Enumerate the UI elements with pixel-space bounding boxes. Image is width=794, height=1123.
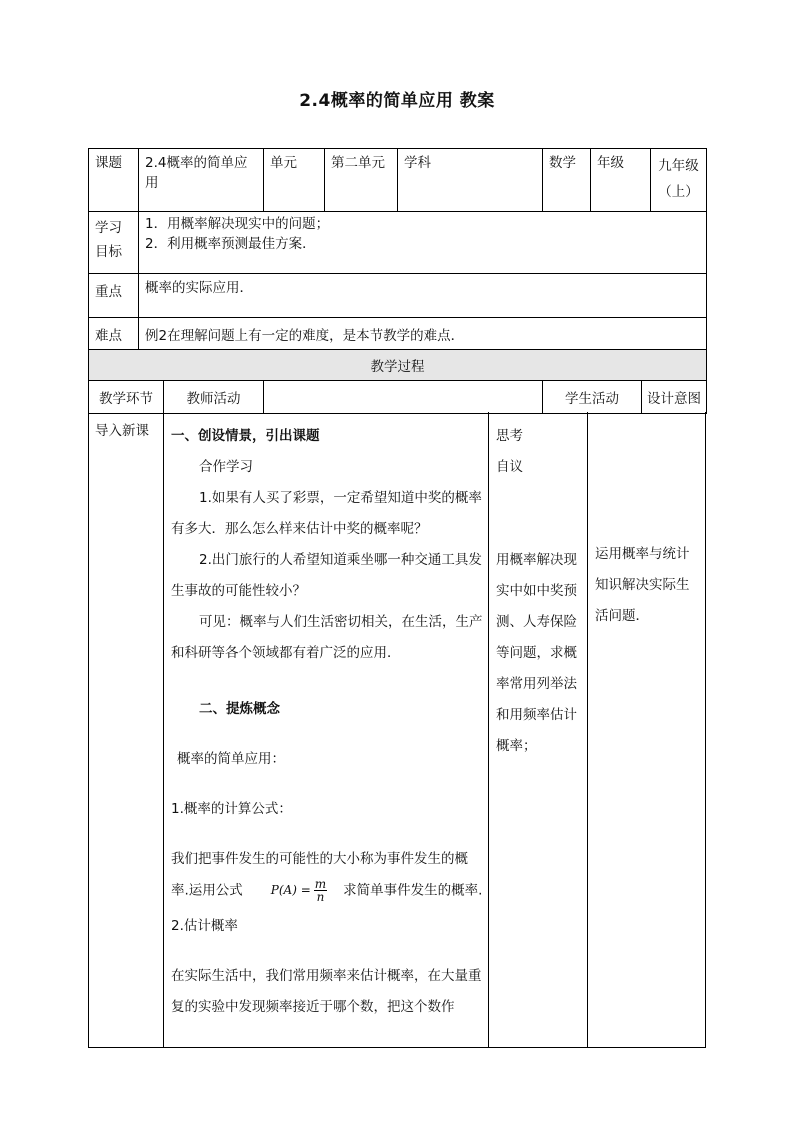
info-row bbox=[89, 149, 707, 212]
process-header: 教学过程 bbox=[89, 350, 707, 381]
stage-cell: 导入新课 bbox=[95, 423, 149, 439]
subject-value: 数学 bbox=[543, 149, 591, 212]
summary-note: 可见：概率与人们生活密切相关，在生活，生产和科研等各个领域都有着广泛的应用． bbox=[171, 614, 483, 661]
unit-label: 单元 bbox=[264, 149, 325, 212]
grade-label: 年级 bbox=[591, 149, 651, 212]
col-teacher-label: 教师活动 bbox=[186, 391, 241, 407]
section-heading-1: 一、创设情景，引出课题 bbox=[171, 428, 320, 444]
difficulty-value: 例2在理解问题上有一定的难度，是本节教学的难点． bbox=[139, 318, 707, 350]
section-heading-2: 二、提炼概念 bbox=[199, 701, 280, 717]
question-1: 1.如果有人买了彩票，一定希望知道中奖的概率有多大．那么怎么样来估计中奖的概率呢？ bbox=[171, 490, 482, 537]
formula-denominator: n bbox=[316, 890, 325, 904]
process-columns-row bbox=[89, 381, 707, 414]
key-point-label: 重点 bbox=[89, 274, 139, 318]
formula-text-2 bbox=[171, 875, 483, 907]
col-stage-label: 教学环节 bbox=[89, 381, 164, 413]
question-2: 2.出门旅行的人希望知道乘坐哪一种交通工具发生事故的可能性较小？ bbox=[171, 552, 482, 599]
student-apply: 用概率解决现实中如中奖预测、人寿保险等问题，求概率常用列举法和用频率估计概率； bbox=[496, 552, 577, 754]
key-point-row bbox=[89, 274, 707, 318]
unit-value: 第二单元 bbox=[325, 149, 398, 212]
goal-item: 2．利用概率预测最佳方案． bbox=[145, 236, 316, 252]
goals-label-line1: 学习 bbox=[95, 220, 122, 236]
formula-text-2a: 率.运用公式 bbox=[171, 882, 243, 899]
probability-formula bbox=[271, 875, 327, 906]
key-point-value: 概率的实际应用． bbox=[139, 274, 707, 318]
difficulty-label: 难点 bbox=[89, 318, 139, 350]
estimate-title: 2.估计概率 bbox=[171, 917, 238, 934]
formula-text-1: 我们把事件发生的可能性的大小称为事件发生的概 bbox=[171, 851, 468, 867]
formula-text-2b: 求简单事件发生的概率. bbox=[343, 882, 483, 899]
col-stage-header bbox=[89, 381, 264, 414]
cooperative-learning: 合作学习 bbox=[199, 459, 253, 475]
teacher-activity bbox=[171, 421, 483, 1023]
concept-intro: 概率的简单应用： bbox=[177, 751, 285, 767]
student-discuss: 自议 bbox=[496, 459, 523, 475]
subject-label: 学科 bbox=[398, 149, 543, 212]
col-student-label: 学生活动 bbox=[543, 381, 642, 413]
col-student-design-header bbox=[543, 381, 707, 414]
topic-value: 2.4概率的简单应用 bbox=[139, 149, 264, 212]
grade-value bbox=[651, 149, 707, 212]
document-title: 2.4概率的简单应用 教案 bbox=[299, 91, 495, 111]
process-header-row bbox=[89, 350, 707, 381]
lesson-plan-table bbox=[88, 148, 707, 414]
formula-lhs: P(A) = bbox=[270, 883, 311, 897]
formula-numerator: m bbox=[314, 877, 327, 891]
design-intent: 运用概率与统计知识解决实际生活问题． bbox=[595, 546, 690, 624]
student-think: 思考 bbox=[496, 428, 523, 444]
goal-item: 1．用概率解决现实中的问题； bbox=[145, 216, 330, 232]
grade-value-line2: （上） bbox=[658, 184, 699, 200]
student-activity bbox=[496, 421, 582, 762]
grade-value-line1: 九年级 bbox=[658, 158, 699, 174]
col-teacher-header bbox=[264, 381, 543, 414]
difficulty-row bbox=[89, 318, 707, 350]
goals-label bbox=[89, 212, 139, 274]
process-body bbox=[88, 412, 706, 1048]
goals-row bbox=[89, 212, 707, 274]
goals-content bbox=[139, 212, 707, 274]
topic-label: 课题 bbox=[89, 149, 139, 212]
estimate-text: 在实际生活中，我们常用频率来估计概率，在大量重复的实验中发现频率接近于哪个数，把这个数作 bbox=[171, 967, 482, 1015]
formula-title: 1.概率的计算公式： bbox=[171, 801, 292, 817]
col-design-label: 设计意图 bbox=[647, 391, 701, 407]
goals-label-line2: 目标 bbox=[95, 244, 122, 260]
